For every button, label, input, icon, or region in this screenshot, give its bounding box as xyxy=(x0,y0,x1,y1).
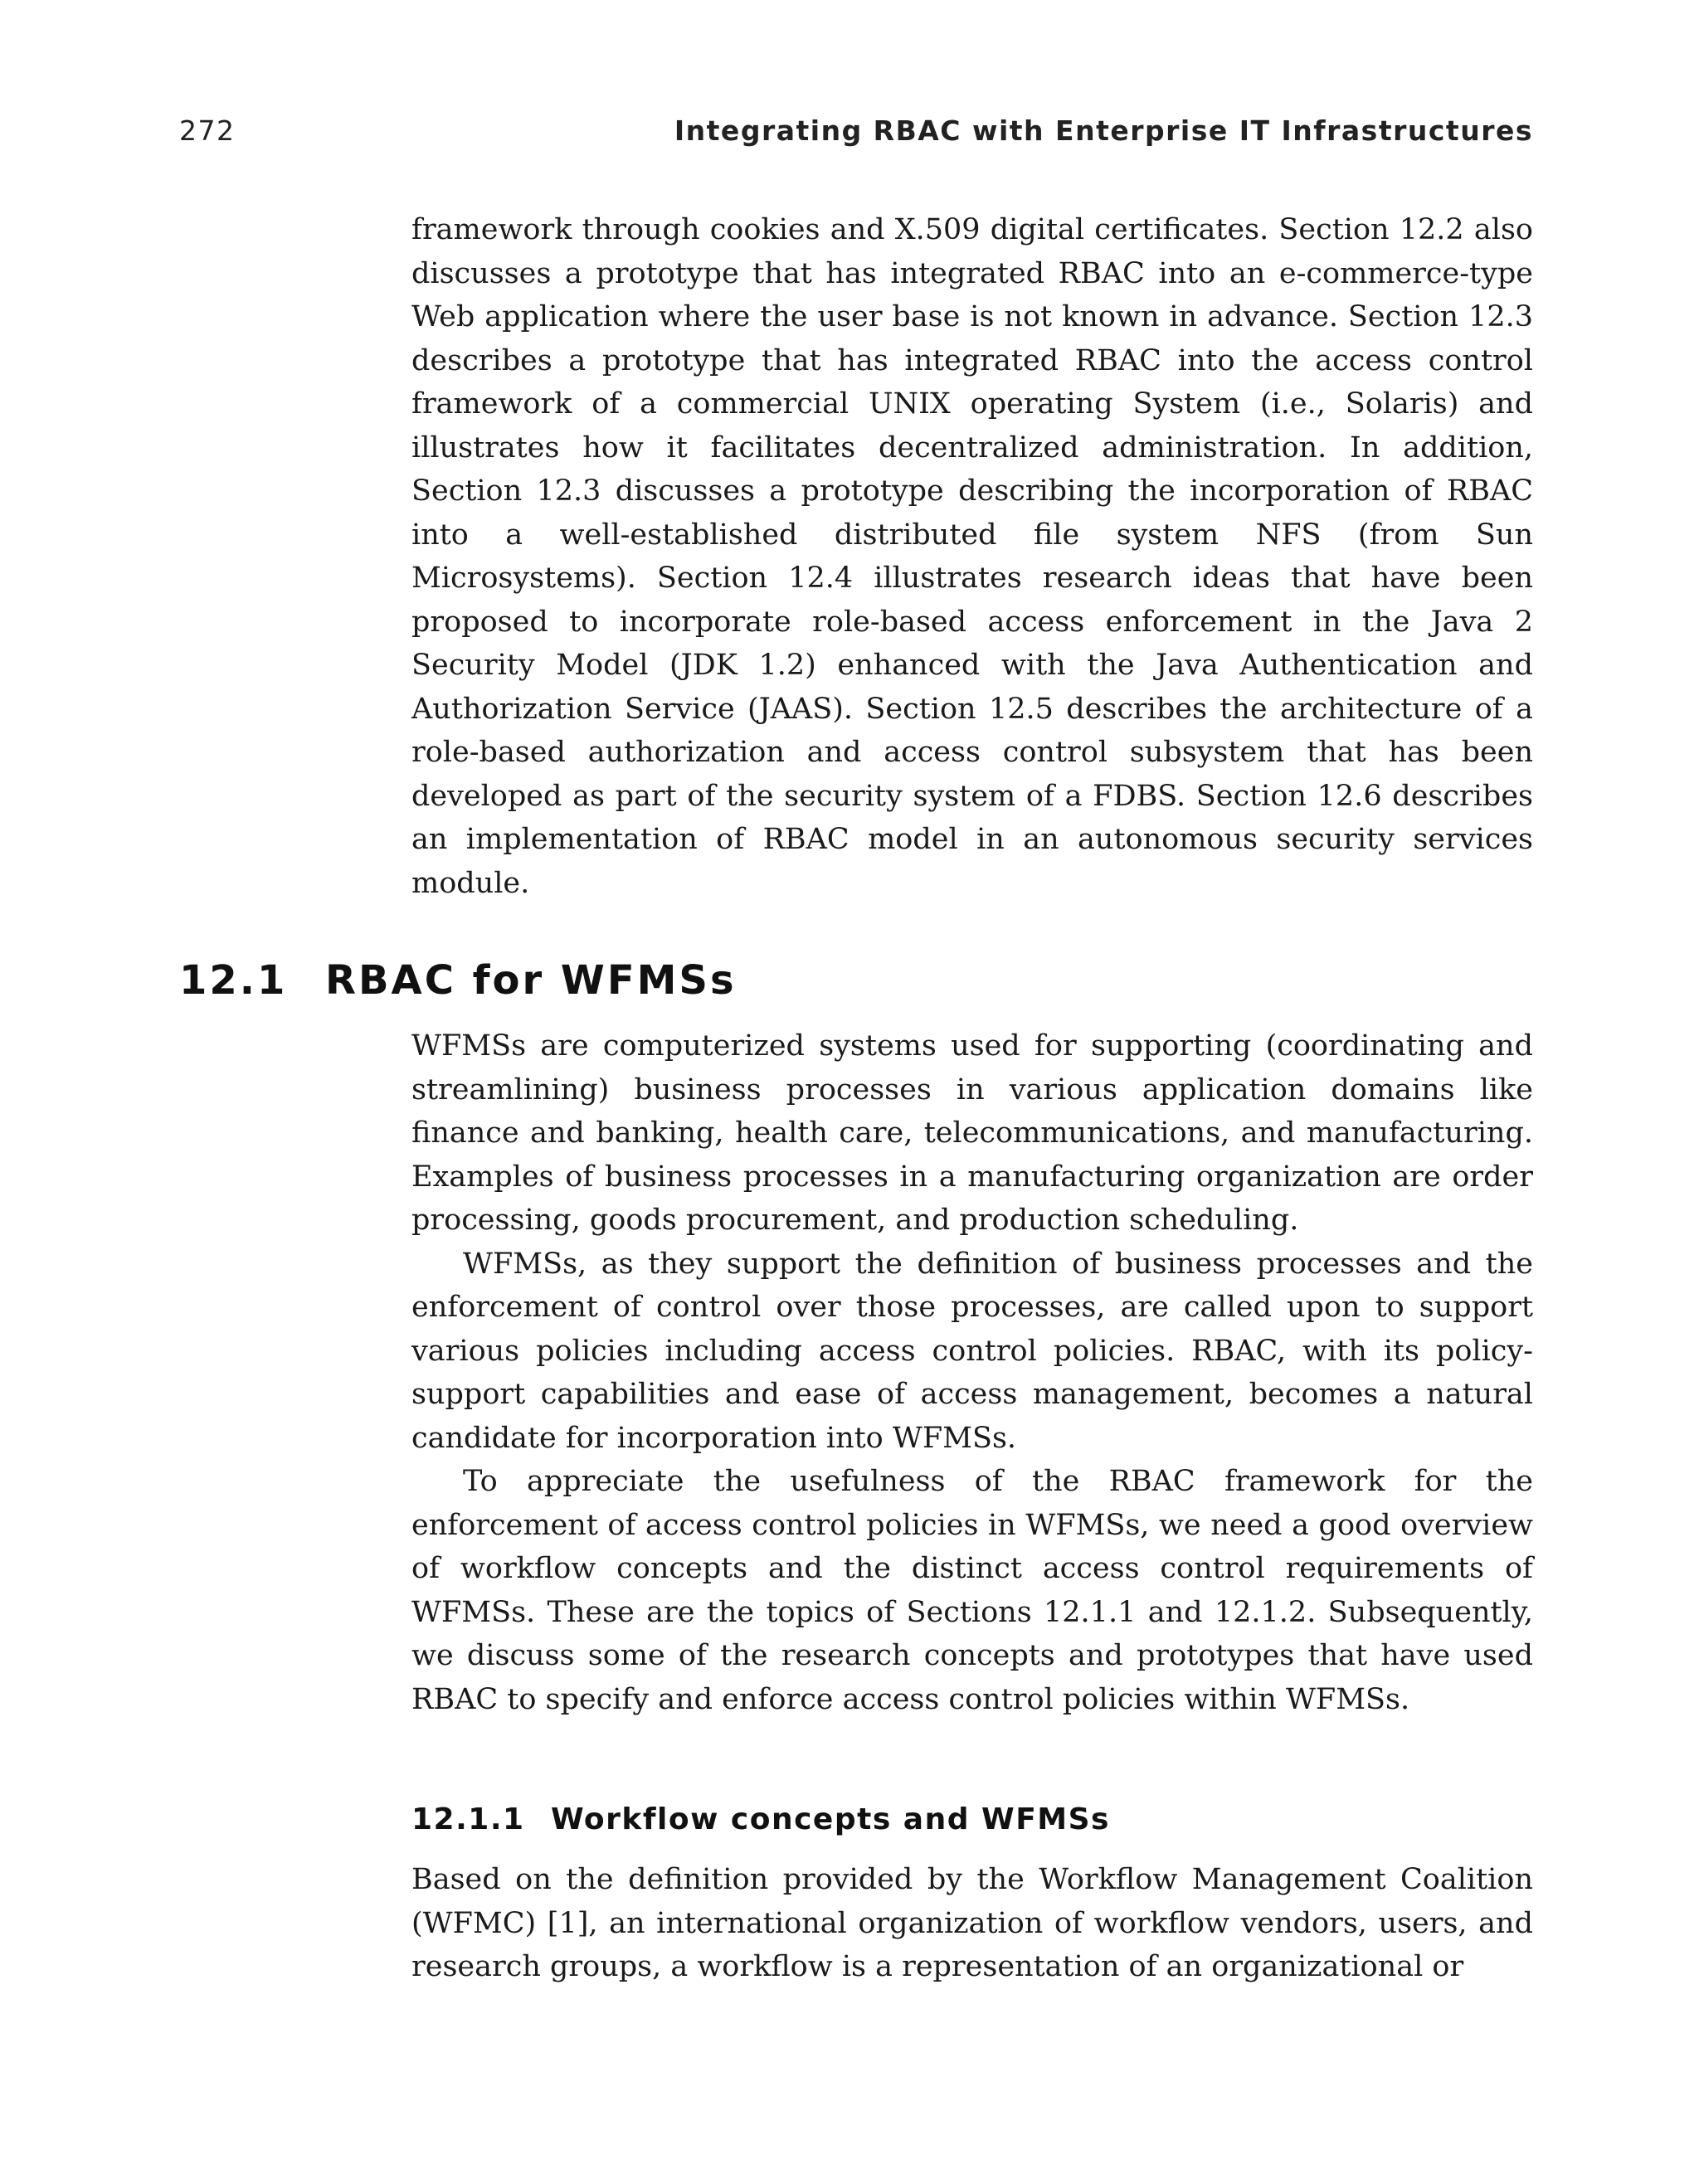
running-title: Integrating RBAC with Enterprise IT Infrastructures xyxy=(674,114,1533,147)
section-body xyxy=(411,1024,1533,1721)
subsection-body xyxy=(411,1858,1533,1989)
section-heading xyxy=(179,957,737,1004)
subsection-paragraph: Based on the definition provided by the Workflow Management Coalition (WFMC) [1], an international organization of workflow vendors, users, and research groups, a workflow is a representation of an organizational or xyxy=(411,1863,1533,1983)
section-title: RBAC for WFMSs xyxy=(325,957,737,1004)
page-number: 272 xyxy=(179,114,236,147)
section-number: 12.1 xyxy=(179,957,288,1004)
subsection-number: 12.1.1 xyxy=(411,1802,525,1836)
section-paragraph-2: WFMSs, as they support the definition of business processes and the enforcement of control over those processes, are called upon to support various policies including access control policies. RBAC, with its policy-support capabilities and ease of access management, becomes a natural candidate for incorporation into WFMSs. xyxy=(411,1247,1533,1455)
running-head xyxy=(179,114,1533,158)
subsection-heading xyxy=(411,1802,1110,1836)
subsection-title: Workflow concepts and WFMSs xyxy=(551,1802,1110,1836)
intro-paragraph: framework through cookies and X.509 digital certificates. Section 12.2 also discusses a prototype that has integrated RBAC into an e-commerce-type Web application where the user base is not known in advance. Section 12.3 describes a prototype that has integrated RBAC into the access control framework of a commercial UNIX operating System (i.e., Solaris) and illustrates how it facilitates decentralized administration. In addition, Section 12.3 discusses a prototype describing the incorporation of RBAC into a well-established distributed file system NFS (from Sun Microsystems). Section 12.4 illustrates research ideas that have been proposed to incorporate role-based access enforcement in the Java 2 Security Model (JDK 1.2) enhanced with the Java Authentication and Authorization Service (JAAS). Section 12.5 describes the architecture of a role-based authorization and access control subsystem that has been developed as part of the security system of a FDBS. Section 12.6 describes an implementation of RBAC model in an autonomous security services module. xyxy=(411,213,1533,900)
section-paragraph-3: To appreciate the usefulness of the RBAC framework for the enforcement of access control policies in WFMSs, we need a good overview of workflow concepts and the distinct access control requirements of WFMSs. These are the topics of Sections 12.1.1 and 12.1.2. Subsequently, we discuss some of the research concepts and prototypes that have used RBAC to specify and enforce access control policies within WFMSs. xyxy=(411,1465,1533,1716)
section-paragraph-1: WFMSs are computerized systems used for supporting (coordinating and streamlining) business processes in various application domains like finance and banking, health care, telecommunications, and manufacturing. Examples of business processes in a manufacturing organization are order processing, goods procurement, and production scheduling. xyxy=(411,1029,1533,1237)
intro-text xyxy=(411,208,1533,905)
